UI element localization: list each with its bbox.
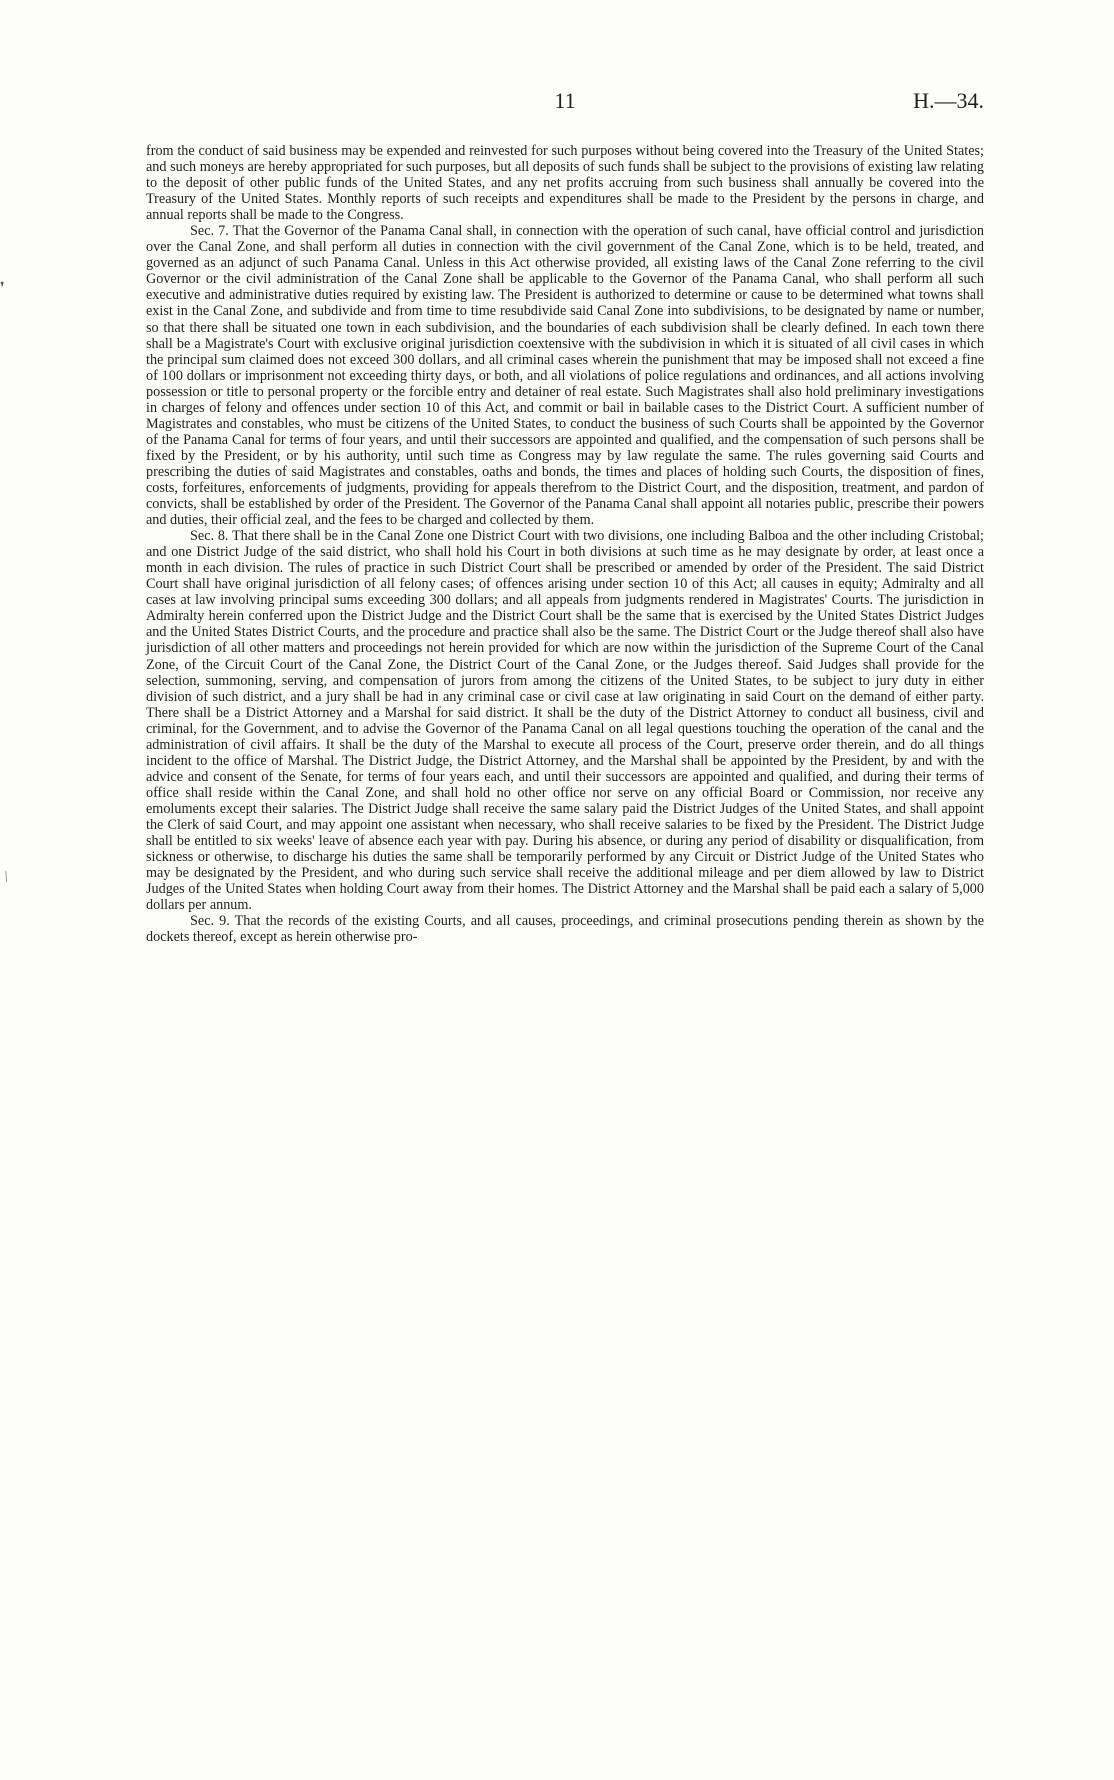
page-header <box>146 88 984 118</box>
margin-mark: ⁄ <box>1 871 13 885</box>
page-number: 11 <box>554 88 576 113</box>
paragraph-section-9: Sec. 9. That the records of the existing Courts, and all causes, proceedings, and criminal prosecutions pending therein as shown by the dockets thereof, except as herein otherwise pro- <box>146 913 984 946</box>
document-reference: H.—34. <box>913 88 984 113</box>
paragraph-section-8: Sec. 8. That there shall be in the Canal Zone one District Court with two divisions, one including Balboa and the other including Cristobal; and one District Judge of the said district, who shall hold his Court in both divisions at such time as he may designate by order, at least once a month in each division. The rules of practice in such District Court shall be prescribed or amended by order of the President. The said District Court shall have original jurisdiction of all felony cases; of offences arising under section 10 of this Act; all causes in equity; Admiralty and all cases at law involving principal sums exceeding 300 dollars; and all appeals from judgments rendered in Magistrates' Courts. The jurisdiction in Admiralty herein conferred upon the District Judge and the District Court shall be the same that is exercised by the United States District Judges and the United States District Courts, and the procedure and practice shall also be the same. The District Court or the Judge thereof shall also have jurisdiction of all other matters and proceedings not herein provided for which are now within the jurisdiction of the Supreme Court of the Canal Zone, of the Circuit Court of the Canal Zone, the District Court of the Canal Zone, or the Judges thereof. Said Judges shall provide for the selection, summoning, serving, and compensation of jurors from among the citizens of the United States, to be subject to jury duty in either division of such district, and a jury shall be had in any criminal case or civil case at law originating in said Court on the demand of either party. There shall be a District Attorney and a Marshal for said district. It shall be the duty of the District Attorney to conduct all business, civil and criminal, for the Government, and to advise the Governor of the Panama Canal on all legal questions touching the operation of the canal and the administration of civil affairs. It shall be the duty of the Marshal to execute all process of the Court, preserve order therein, and do all things incident to the office of Marshal. The District Judge, the District Attorney, and the Marshal shall be appointed by the President, by and with the advice and consent of the Senate, for terms of four years each, and until their successors are appointed and qualified, and during their terms of office shall reside within the Canal Zone, and shall hold no other office nor serve on any official Board or Commission, nor receive any emoluments except their salaries. The District Judge shall receive the same salary paid the District Judges of the United States, and shall appoint the Clerk of said Court, and may appoint one assistant when necessary, who shall receive salaries to be fixed by the President. The District Judge shall be entitled to six weeks' leave of absence each year with pay. During his absence, or during any period of disability or disqualification, from sickness or otherwise, to discharge his duties the same shall be temporarily performed by any Circuit or District Judge of the United States who may be designated by the President, and who during such service shall receive the additional mileage and per diem allowed by law to District Judges of the United States when holding Court away from their homes. The District Attorney and the Marshal shall be paid each a salary of 5,000 dollars per annum. <box>146 528 984 914</box>
margin-mark: ❜ <box>0 281 5 296</box>
paragraph-continuation: from the conduct of said business may be expended and reinvested for such purposes without being covered into the Treasury of the United States; and such moneys are hereby appropriated for such purposes, but all deposits of such funds shall be subject to the provisions of existing law relating to the deposit of other public funds of the United States, and any net profits accruing from such business shall annually be covered into the Treasury of the United States. Monthly reports of such receipts and expenditures shall be made to the President by the persons in charge, and annual reports shall be made to the Congress. <box>146 143 984 224</box>
paragraph-section-7: Sec. 7. That the Governor of the Panama Canal shall, in connection with the operation of such canal, have official control and jurisdiction over the Canal Zone, and shall perform all duties in connection with the civil government of the Canal Zone, which is to be held, treated, and governed as an adjunct of such Panama Canal. Unless in this Act otherwise provided, all existing laws of the Canal Zone referring to the civil Governor or the civil administration of the Canal Zone shall be applicable to the Governor of the Panama Canal, who shall perform all such executive and administrative duties required by existing law. The President is authorized to determine or cause to be determined what towns shall exist in the Canal Zone, and subdivide and from time to time resubdivide said Canal Zone into subdivisions, to be designated by name or number, so that there shall be situated one town in each subdivision, and the boundaries of each subdivision shall be clearly defined. In each town there shall be a Magistrate's Court with exclusive original jurisdiction coextensive with the subdivision in which it is situated of all civil cases in which the principal sum claimed does not exceed 300 dollars, and all criminal cases wherein the punishment that may be imposed shall not exceed a fine of 100 dollars or imprisonment not exceeding thirty days, or both, and all violations of police regulations and ordinances, and all actions involving possession or title to personal property or the forcible entry and detainer of real estate. Such Magistrates shall also hold preliminary investigations in charges of felony and offences under section 10 of this Act, and commit or bail in bailable cases to the District Court. A sufficient number of Magistrates and constables, who must be citizens of the United States, to conduct the business of such Courts shall be appointed by the Governor of the Panama Canal for terms of four years, and until their successors are appointed and qualified, and the compensation of such persons shall be fixed by the President, or by his authority, until such time as Congress may by law regulate the same. The rules governing said Courts and prescribing the duties of said Magistrates and constables, oaths and bonds, the times and places of holding such Courts, the disposition of fines, costs, forfeitures, enforcements of judgments, providing for appeals therefrom to the District Court, and the disposition, treatment, and pardon of convicts, shall be established by order of the President. The Governor of the Panama Canal shall appoint all notaries public, prescribe their powers and duties, their official zeal, and the fees to be charged and collected by them. <box>146 223 984 529</box>
body-text <box>146 143 984 945</box>
